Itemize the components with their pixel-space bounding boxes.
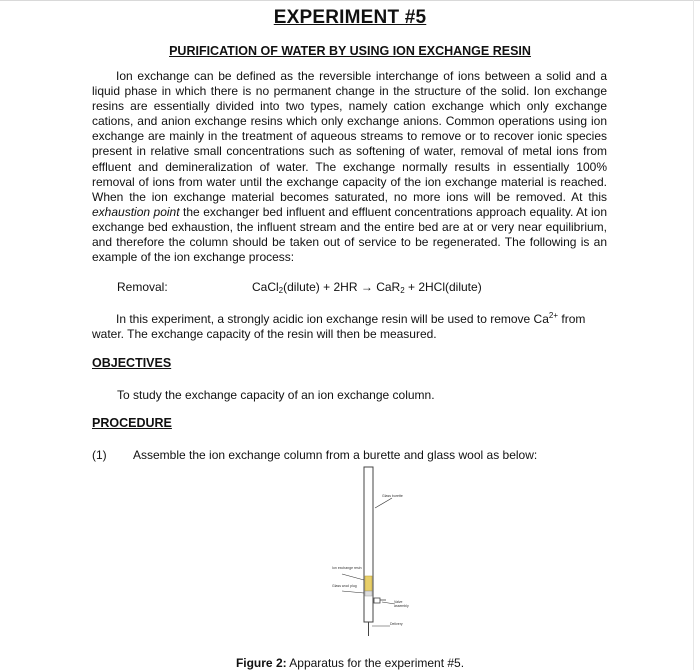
removal-equation — [252, 280, 482, 295]
resin-bed — [365, 576, 372, 591]
page-title: EXPERIMENT #5 — [273, 7, 427, 28]
eq-reactant1-suffix: (dilute) + 2HR — [283, 280, 358, 294]
removal-label: Removal: — [117, 280, 168, 294]
page-top-rule — [0, 0, 700, 1]
experiment-paragraph — [92, 312, 612, 342]
experiment-text-after: from water. The exchange capacity of the resin will then be measured. — [92, 312, 586, 341]
label-resin: Ion exchange resin — [332, 566, 362, 570]
figure-caption-text: Apparatus for the experiment #5. — [289, 656, 465, 670]
objectives-text: To study the exchange capacity of an ion exchange column. — [117, 388, 435, 402]
intro-paragraph — [92, 69, 607, 265]
eq-sub2: 2 — [400, 286, 405, 295]
glass-wool-plug — [365, 591, 372, 596]
arrow-wool — [342, 591, 364, 593]
arrow-glass — [375, 498, 392, 508]
procedure-step-text: Assemble the ion exchange column from a burette and glass wool as below: — [133, 448, 538, 462]
figure-caption-label: Figure 2: — [235, 656, 287, 670]
intro-text-part1: Ion exchange can be defined as the reversible interchange of ions between a solid and a liquid phase in which there is no permanent change in the structure of the solid. Ion exchange resins are essentially divided into two types, namely cation exchange which only exchange cations, and anion exchange resins which only exchange anions. Common operations using ion exchange are mainly in the treatment of aqueous streams to remove or to recover ionic species present in relative small concentrations such as softening of water, removal of metal ions from effluent and demineralization of water. The exchange normally results in essentially 100% removal of ions from water until the exchange capacity of the ion exchange material is reached. When the ion exchange material becomes saturated, no more ions will be removed. At this — [92, 69, 607, 204]
procedure-step-number: (1) — [92, 448, 107, 462]
experiment-superscript: 2+ — [548, 311, 559, 320]
intro-text-part2: the exchanger bed influent and effluent concentrations approach equality. At ion exchange bed exhaustion, the influent stream and the entire bed are at or very near equilibrium, and therefore the column should be taken out of service to be regenerated. The following is an example of the ion exchange process: — [92, 204, 607, 265]
eq-sub1: 2 — [278, 286, 284, 295]
label-glass-burette: Glass burette — [382, 494, 403, 498]
eq-reactant1: CaCl — [252, 280, 279, 294]
objectives-heading: OBJECTIVES — [92, 356, 172, 370]
label-glass-wool: Glass wool plug — [332, 584, 357, 588]
eq-product1: CaR — [376, 280, 401, 294]
figure-caption — [0, 656, 700, 670]
burette-tube — [364, 467, 373, 622]
label-delivery: Delivery — [390, 622, 403, 626]
procedure-heading: PROCEDURE — [92, 416, 172, 430]
page-right-rule — [693, 0, 694, 670]
arrow-resin — [342, 574, 364, 580]
apparatus-figure — [330, 460, 420, 650]
valve-body — [374, 598, 380, 603]
eq-product2: + 2HCl(dilute) — [404, 280, 482, 294]
page-subtitle: PURIFICATION OF WATER BY USING ION EXCHANGE RESIN — [169, 44, 531, 58]
eq-arrow: → — [360, 280, 373, 294]
intro-emphasis: exhaustion point — [92, 204, 180, 219]
experiment-text-before: In this experiment, a strongly acidic ion exchange resin will be used to remove Ca — [116, 312, 549, 326]
label-valve: Valve assembly — [394, 600, 409, 608]
